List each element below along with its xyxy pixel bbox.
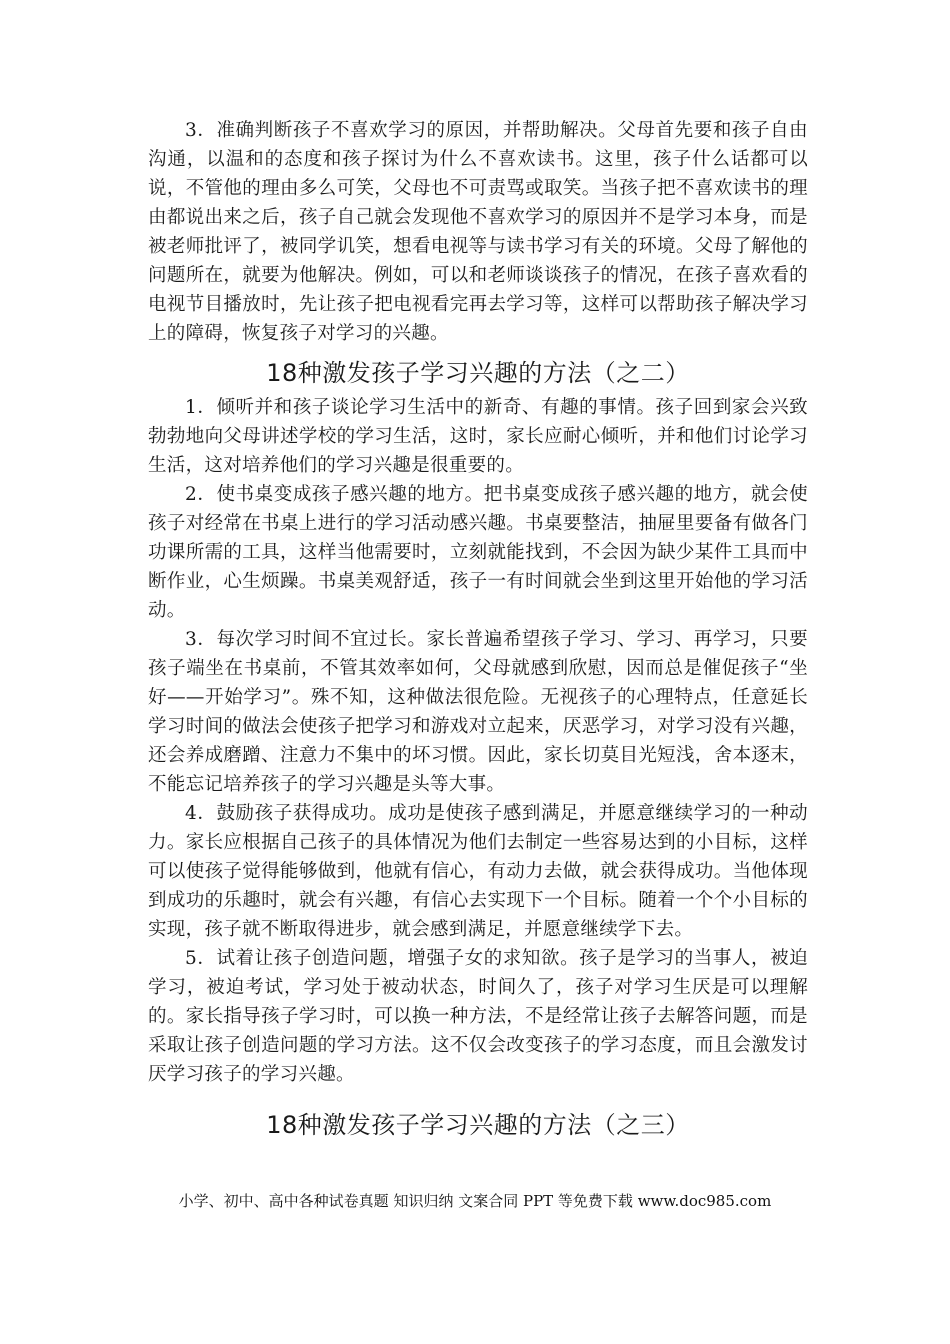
paragraph-s2-5: 5．试着让孩子创造问题，增强子女的求知欲。孩子是学习的当事人，被迫学习，被迫考试，学习处于被动状态，时间久了，孩子对学习生厌是可以理解的。家长指导孩子学习时，可以换一种方法，不是经常让孩子去解答问题，而是采取让孩子创造问题的学习方法。这不仅会改变孩子的学习态度，而且会激发讨厌学习孩子的学习兴趣。 xyxy=(148,948,808,1085)
paragraph-top-1: 3．准确判断孩子不喜欢学习的原因，并帮助解决。父母首先要和孩子自由沟通，以温和的态度和孩子探讨为什么不喜欢读书。这里，孩子什么话都可以说，不管他的理由多么可笑，父母也不可责骂或取笑。当孩子把不喜欢读书的理由都说出来之后，孩子自己就会发现他不喜欢学习的原因并不是学习本身，而是被老师批评了，被同学讥笑，想看电视等与读书学习有关的环境。父母了解他的问题所在，就要为他解决。例如，可以和老师谈谈孩子的情况，在孩子喜欢看的电视节目播放时，先让孩子把电视看完再去学习等，这样可以帮助孩子解决学习上的障碍，恢复孩子对学习的兴趣。 xyxy=(148,120,808,344)
paragraph-s2-4: 4．鼓励孩子获得成功。成功是使孩子感到满足，并愿意继续学习的一种动力。家长应根据自己孩子的具体情况为他们去制定一些容易达到的小目标，这样可以使孩子觉得能够做到，他就有信心，有动力去做，就会获得成功。当他体现到成功的乐趣时，就会有兴趣，有信心去实现下一个目标。随着一个个小目标的实现，孩子就不断取得进步，就会感到满足，并愿意继续学下去。 xyxy=(148,803,808,940)
section-heading-3: 18种激发孩子学习兴趣的方法（之三） xyxy=(266,1111,690,1139)
document-body xyxy=(148,116,808,1141)
section-heading-2: 18种激发孩子学习兴趣的方法（之二） xyxy=(266,359,690,387)
paragraph-s2-2: 2．使书桌变成孩子感兴趣的地方。把书桌变成孩子感兴趣的地方，就会使孩子对经常在书桌上进行的学习活动感兴趣。书桌要整洁，抽屉里要备有做各门功课所需的工具，这样当他需要时，立刻就能找到，不会因为缺少某件工具而中断作业，心生烦躁。书桌美观舒适，孩子一有时间就会坐到这里开始他的学习活动。 xyxy=(148,484,808,621)
paragraph-s2-1: 1．倾听并和孩子谈论学习生活中的新奇、有趣的事情。孩子回到家会兴致勃勃地向父母讲述学校的学习生活，这时，家长应耐心倾听，并和他们讨论学习生活，这对培养他们的学习兴趣是很重要的。 xyxy=(148,397,808,476)
paragraph-s2-3: 3．每次学习时间不宜过长。家长普遍希望孩子学习、学习、再学习，只要孩子端坐在书桌前，不管其效率如何，父母就感到欣慰，因而总是催促孩子“坐好——开始学习”。殊不知，这种做法很危险。无视孩子的心理特点，任意延长学习时间的做法会使孩子把学习和游戏对立起来，厌恶学习，对学习没有兴趣，还会养成磨蹭、注意力不集中的坏习惯。因此，家长切莫目光短浅，舍本逐末，不能忘记培养孩子的学习兴趣是头等大事。 xyxy=(148,629,808,795)
page-footer: 小学、初中、高中各种试卷真题 知识归纳 文案合同 PPT 等免费下载 www.doc985.com xyxy=(178,1192,772,1210)
